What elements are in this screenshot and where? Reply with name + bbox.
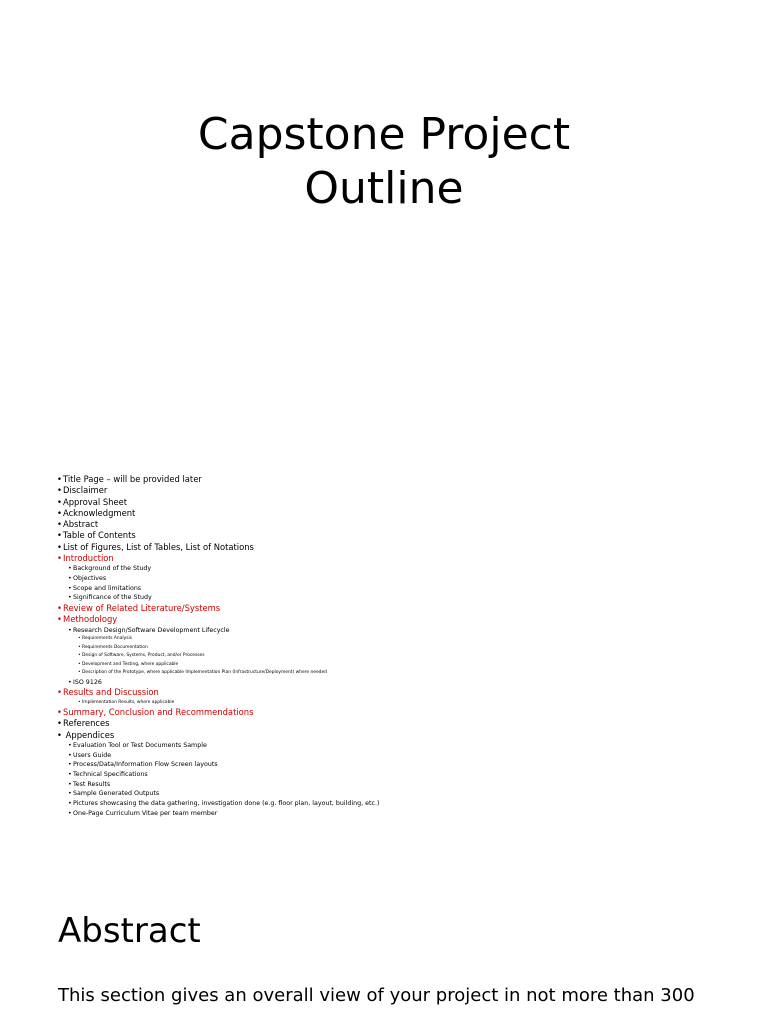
outline-item (57, 485, 747, 496)
title-line-1: Capstone Project (197, 109, 571, 160)
bullet-icon: • (68, 800, 72, 808)
outline-item (57, 603, 747, 614)
bullet-icon: • (78, 699, 81, 705)
outline-item (57, 644, 747, 652)
outline-item-text: Evaluation Tool or Test Documents Sample (73, 741, 207, 749)
outline-item (57, 741, 747, 751)
outline-item (57, 635, 747, 643)
page-title (0, 108, 768, 216)
outline-item (57, 553, 747, 564)
outline-item-text: Users Guide (73, 751, 112, 759)
outline-item-text: Abstract (63, 519, 99, 530)
outline-item-text: Appendices (63, 729, 115, 740)
bullet-icon: • (78, 653, 81, 659)
outline-item (57, 530, 747, 541)
bullet-icon: • (57, 614, 62, 625)
outline-item-text: Table of Contents (63, 530, 136, 541)
bullet-icon: • (57, 603, 62, 614)
title-line-2: Outline (304, 163, 464, 214)
outline-item-text: Introduction (63, 553, 114, 564)
outline-item (57, 474, 747, 485)
bullet-icon: • (68, 761, 72, 769)
bullet-icon: • (68, 770, 72, 778)
bullet-icon: • (78, 644, 81, 650)
outline-item-text: Development and Testing, where applicable (82, 661, 179, 667)
bullet-icon: • (68, 751, 72, 759)
outline-item-text: ISO 9126 (73, 678, 102, 686)
outline-item-text: Process/Data/Information Flow Screen layouts (73, 761, 218, 769)
bullet-icon: • (78, 670, 81, 676)
outline-item-text: Results and Discussion (63, 687, 159, 698)
bullet-icon: • (57, 687, 62, 698)
outline-item (57, 751, 747, 761)
bullet-icon: • (57, 729, 62, 740)
outline-item-text: Research Design/Software Development Lifecycle (73, 626, 230, 634)
outline-item-text: Implementation Results, where applicable (82, 699, 175, 705)
outline-item (57, 593, 747, 603)
bullet-icon: • (68, 626, 72, 634)
bullet-icon: • (68, 678, 72, 686)
outline-item-text: Approval Sheet (63, 496, 128, 507)
bullet-icon: • (68, 575, 72, 583)
bullet-icon: • (57, 718, 62, 729)
outline-item-text: Sample Generated Outputs (73, 790, 160, 798)
outline-item (57, 564, 747, 574)
section-body: This section gives an overall view of your project in not more than 300 (58, 985, 695, 1006)
outline-item (57, 614, 747, 625)
outline-item (57, 626, 747, 636)
outline-item-text: Disclaimer (63, 485, 108, 496)
outline-item-text: Background of the Study (73, 565, 152, 573)
outline-item (57, 574, 747, 584)
outline-item-text: Review of Related Literature/Systems (63, 603, 221, 614)
bullet-icon: • (57, 541, 62, 552)
outline-item (57, 687, 747, 698)
bullet-icon: • (68, 584, 72, 592)
outline-item-text: Significance of the Study (73, 594, 152, 602)
outline-item-text: Pictures showcasing the data gathering, investigation done (e.g. floor plan, layout, building, etc.) (73, 800, 380, 808)
bullet-icon: • (78, 661, 81, 667)
outline-item (57, 730, 747, 741)
outline-item (57, 661, 747, 669)
outline-item (57, 584, 747, 594)
bullet-icon: • (68, 809, 72, 817)
bullet-icon: • (57, 706, 62, 717)
bullet-icon: • (57, 496, 62, 507)
outline-item-text: One-Page Curriculum Vitae per team member (73, 809, 218, 817)
outline-item (57, 652, 747, 660)
bullet-icon: • (57, 485, 62, 496)
outline-item-text: Test Results (73, 780, 111, 788)
outline-item (57, 809, 747, 819)
outline-item (57, 497, 747, 508)
bullet-icon: • (68, 790, 72, 798)
outline-item-text: Methodology (63, 614, 118, 625)
outline-item (57, 799, 747, 809)
bullet-icon: • (78, 636, 81, 642)
bullet-icon: • (68, 780, 72, 788)
outline-item-text: List of Figures, List of Tables, List of Notations (63, 541, 254, 552)
outline-item-text: Technical Specifications (73, 770, 148, 778)
bullet-icon: • (68, 565, 72, 573)
bullet-icon: • (57, 530, 62, 541)
outline-item-text: Objectives (73, 575, 107, 583)
outline-item-text: Requirements Documentation (82, 644, 148, 650)
outline-item (57, 542, 747, 553)
bullet-icon: • (57, 507, 62, 518)
outline-item (57, 789, 747, 799)
outline-item (57, 760, 747, 770)
outline-item (57, 669, 747, 677)
bullet-icon: • (57, 519, 62, 530)
outline-item (57, 770, 747, 780)
outline-item-text: Design of Software, Systems, Product, and/or Processes (82, 653, 205, 659)
bullet-icon: • (68, 741, 72, 749)
outline-item (57, 519, 747, 530)
outline-item (57, 699, 747, 707)
outline-item-text: Scope and limitations (73, 584, 142, 592)
bullet-icon: • (68, 594, 72, 602)
outline-item-text: Requirements Analysis (82, 636, 133, 642)
outline-list (57, 474, 747, 818)
bullet-icon: • (57, 474, 62, 484)
bullet-icon: • (57, 553, 62, 564)
section-heading: Abstract (58, 911, 201, 951)
outline-item-text: Summary, Conclusion and Recommendations (63, 706, 254, 717)
outline-item-text: Acknowledgment (63, 507, 136, 518)
outline-item (57, 678, 747, 688)
outline-item (57, 718, 747, 729)
outline-item-text: Description of the Prototype, where applicable Implementation Plan (Infrastructure/Deployment) where needed (82, 670, 327, 676)
outline-item-text: Title Page – will be provided later (63, 474, 202, 484)
outline-item (57, 707, 747, 718)
outline-item (57, 780, 747, 790)
outline-item (57, 508, 747, 519)
outline-item-text: References (63, 718, 110, 729)
